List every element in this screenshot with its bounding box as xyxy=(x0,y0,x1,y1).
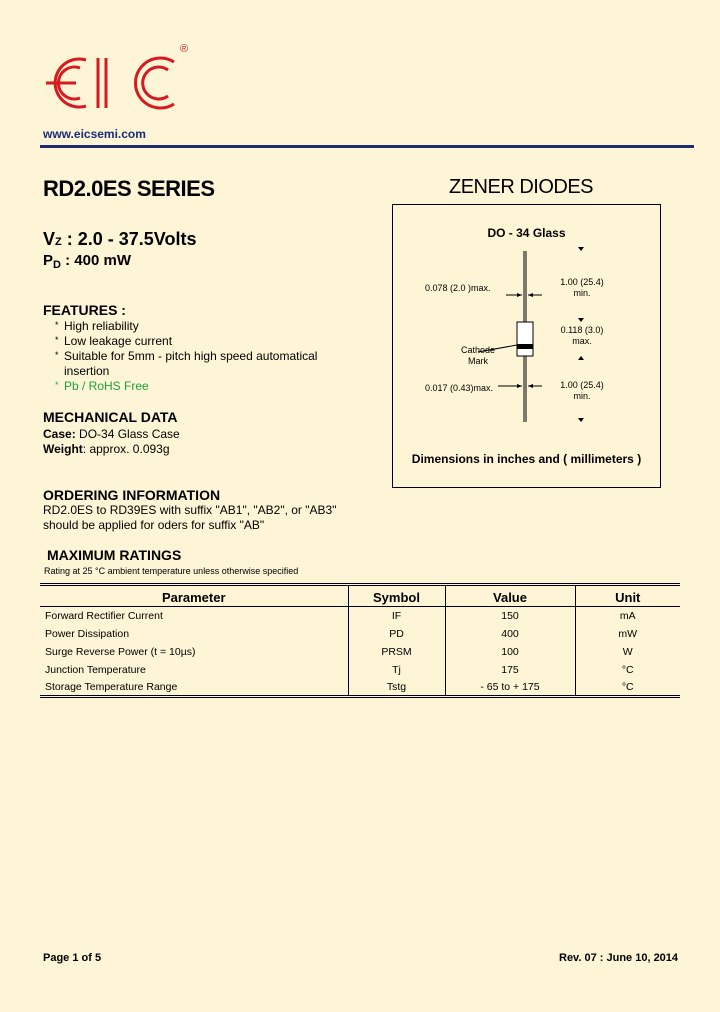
category-title: ZENER DIODES xyxy=(449,176,594,198)
ordering-text: RD2.0ES to RD39ES with suffix "AB1", "AB2", or "AB3" should be applied for oders for suffix "AB" xyxy=(43,503,337,532)
revision-date: Rev. 07 : June 10, 2014 xyxy=(559,952,679,964)
ratings-note: Rating at 25 °C ambient temperature unless otherwise specified xyxy=(44,566,299,576)
cell-parameter: Surge Reverse Power (t = 10µs) xyxy=(45,645,196,658)
cell-unit: °C xyxy=(575,679,680,697)
website-link[interactable]: www.eicsemi.com xyxy=(43,127,146,141)
dim-lead-length-top: 1.00 (25.4) min. xyxy=(560,277,604,298)
cell-unit: mW xyxy=(575,625,680,643)
mechanical-title: MECHANICAL DATA xyxy=(43,409,178,425)
cell-symbol: Tj xyxy=(348,661,445,679)
cell-symbol: PD xyxy=(348,625,445,643)
cell-value: 150 xyxy=(445,607,575,625)
cell-value: - 65 to + 175 xyxy=(445,679,575,697)
table-row xyxy=(40,661,680,679)
series-title: RD2.0ES SERIES xyxy=(43,176,215,201)
feature-item: * Low leakage current xyxy=(55,334,345,349)
table-row xyxy=(40,679,680,697)
table-row xyxy=(40,643,680,661)
pd-spec: $P_D$ : 400 mW xyxy=(43,252,131,271)
cell-unit: W xyxy=(575,643,680,661)
cathode-mark-label: Cathode Mark xyxy=(460,345,496,366)
feature-item: * High reliability xyxy=(55,319,345,334)
cell-value: 100 xyxy=(445,643,575,661)
features-title: FEATURES : xyxy=(43,302,126,318)
dim-lead-length-bottom: 1.00 (25.4) min. xyxy=(560,380,604,401)
cell-symbol: PRSM xyxy=(348,643,445,661)
cell-value: 400 xyxy=(445,625,575,643)
feature-item-rohs: * Pb / RoHS Free xyxy=(55,379,345,394)
dim-body-diameter: 0.017 (0.43)max. xyxy=(425,383,494,393)
header-rule xyxy=(40,145,694,148)
package-caption: Dimensions in inches and ( millimeters ) xyxy=(411,452,642,466)
features-list xyxy=(55,319,345,394)
ratings-title: MAXIMUM RATINGS xyxy=(47,547,182,563)
col-symbol: Symbol xyxy=(348,585,445,607)
vz-spec: VZ : 2.0 - 37.5Volts xyxy=(43,229,197,249)
package-diagram xyxy=(392,204,661,488)
cell-parameter: Forward Rectifier Current xyxy=(45,609,163,622)
page-number: Page 1 of 5 xyxy=(43,952,102,964)
col-parameter: Parameter xyxy=(40,585,348,607)
table-row xyxy=(40,625,680,643)
diode-drawing xyxy=(393,205,662,489)
mechanical-data: Case: DO-34 Glass Case Weight: approx. 0.093g xyxy=(43,427,180,456)
cell-symbol: Tstg xyxy=(348,679,445,697)
col-value: Value xyxy=(445,585,575,607)
eic-logo xyxy=(34,44,194,122)
package-title: DO - 34 Glass xyxy=(487,226,566,240)
cell-unit: mA xyxy=(575,607,680,625)
table-header-row xyxy=(40,585,680,607)
cell-value: 175 xyxy=(445,661,575,679)
ordering-title: ORDERING INFORMATION xyxy=(43,487,221,503)
cell-parameter: Storage Temperature Range xyxy=(40,679,348,697)
registered-mark: ® xyxy=(180,43,189,55)
cell-parameter: Junction Temperature xyxy=(45,663,146,676)
cell-parameter: Power Dissipation xyxy=(45,627,130,640)
cathode-band xyxy=(517,344,533,349)
cell-symbol: IF xyxy=(348,607,445,625)
dim-body-length: 0.118 (3.0) max. xyxy=(560,325,604,346)
table-row xyxy=(40,607,680,625)
cell-unit: °C xyxy=(575,661,680,679)
col-unit: Unit xyxy=(575,585,680,607)
feature-item: * Suitable for 5mm - pitch high speed automatical insertion xyxy=(55,349,345,379)
dim-lead-diameter: 0.078 (2.0 )max. xyxy=(425,283,491,293)
ratings-table xyxy=(40,583,680,698)
